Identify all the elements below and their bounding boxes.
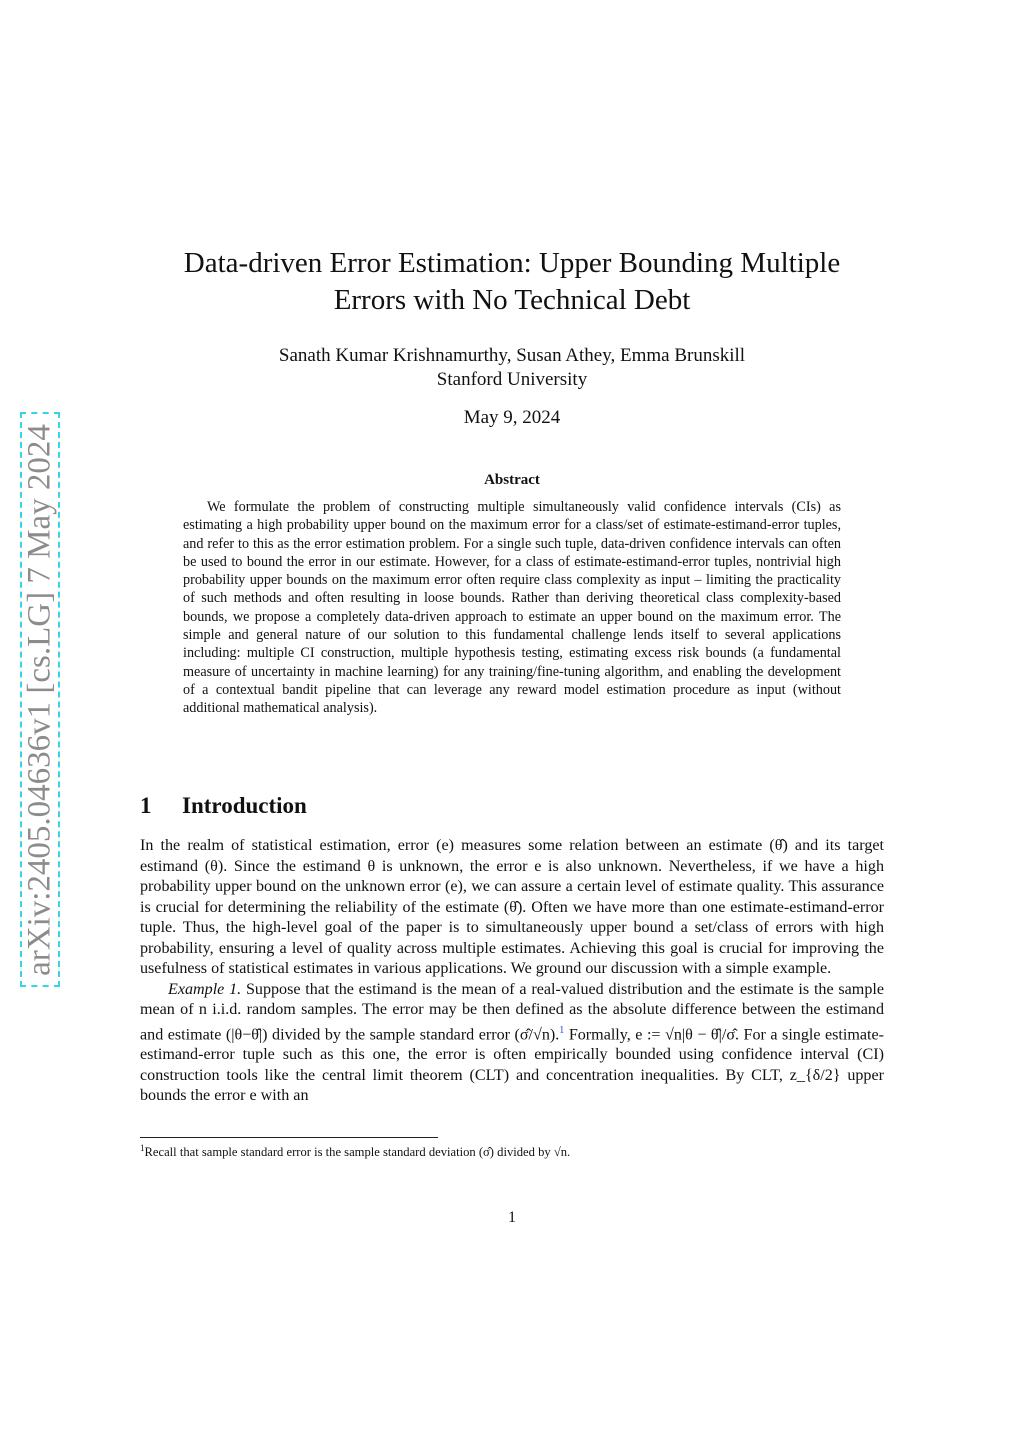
title-line-2: Errors with No Technical Debt xyxy=(333,284,691,316)
footnote xyxy=(140,1143,884,1160)
paper-date: May 9, 2024 xyxy=(463,407,561,428)
page-number: 1 xyxy=(508,1209,516,1226)
title-line-1: Data-driven Error Estimation: Upper Bounding Multiple xyxy=(183,247,841,279)
abstract-text: We formulate the problem of constructing multiple simultaneously valid confidence intervals (CIs) as estimating a high probability upper bound on the maximum error for a class/set of estimate-estimand-error tuples, and refer to this as the error estimation problem. For a single such tuple, data-driven confidence intervals can often be used to bound the error in our estimate. However, for a class of estimate-estimand-error tuples, nontrivial high probability upper bounds on the maximum error often require class complexity as input – limiting the practicality of such methods and often resulting in loose bounds. Rather than deriving theoretical class complexity-based bounds, we propose a completely data-driven approach to estimate an upper bound on the maximum error. The simple and general nature of our solution to this fundamental challenge lends itself to several applications including: multiple CI construction, multiple hypothesis testing, estimating excess risk bounds (a fundamental measure of uncertainty in machine learning) for any training/fine-tuning algorithm, and enabling the development of a contextual bandit pipeline that can leverage any reward model estimation procedure as input (without additional mathematical analysis). xyxy=(183,499,841,717)
footnote-divider xyxy=(140,1137,438,1138)
arxiv-identifier-box xyxy=(20,412,60,987)
section-number: 1 xyxy=(140,793,152,818)
paper-title xyxy=(150,245,874,319)
intro-body xyxy=(140,836,884,1107)
section-heading xyxy=(140,793,307,819)
author-block xyxy=(150,344,874,392)
arxiv-identifier: arXiv:2405.04636v1 [cs.LG] 7 May 2024 xyxy=(21,423,58,976)
footnote-number: 1 xyxy=(140,1143,145,1153)
footnote-link[interactable]: 1 xyxy=(559,1024,565,1036)
author-names: Sanath Kumar Krishnamurthy, Susan Athey, Emma Brunskill xyxy=(278,345,746,366)
example-text-b: Formally, e := √n|θ − θ̂|/σ̂. For a single estimate-estimand-error tuple such as this one, the error is often empirically bounded using confidence interval (CI) construction tools like the central limit theorem (CLT) and concentration inequalities. By CLT, z_{δ/2} upper bounds the error e with an xyxy=(140,1025,884,1105)
affiliation: Stanford University xyxy=(436,369,588,390)
intro-paragraph: In the realm of statistical estimation, error (e) measures some relation between an estimate (θ̂) and its target estimand (θ). Since the estimand θ is unknown, the error e is also unknown. Nevertheless, if we have a high probability upper bound on the unknown error (e), we can assure a certain level of estimate quality. This assurance is crucial for determining the reliability of the estimate (θ̂). Often we have more than one estimate-estimand-error tuple. Thus, the high-level goal of the paper is to simultaneously upper bound a set/class of errors with high probability, ensuring a level of quality across multiple estimates. Achieving this goal is crucial for improving the usefulness of statistical estimates in various applications. We ground our discussion with a simple example. xyxy=(140,837,884,977)
example-label: Example 1. xyxy=(168,980,242,998)
example-text-a: Suppose that the estimand is the mean of a real-valued distribution and the estimate is the sample mean of n i.i.d. random samples. The error may be then defined as the absolute difference between the estimand and estimate (|θ−θ̂|) divided by the sample standard error (σ̂/√n). xyxy=(140,980,884,1043)
example-paragraph xyxy=(140,980,884,1107)
abstract-heading: Abstract xyxy=(484,472,540,488)
footnote-text: Recall that sample standard error is the sample standard deviation (σ̂) divided by √n. xyxy=(144,1145,571,1160)
section-title: Introduction xyxy=(182,793,307,818)
